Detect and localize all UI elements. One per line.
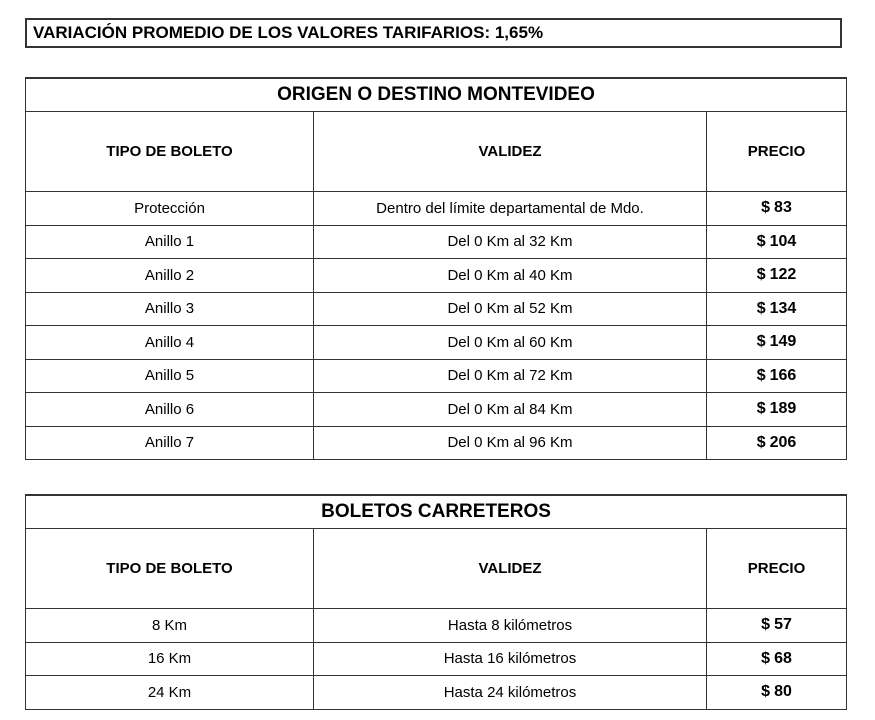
tipo-cell: Anillo 4 <box>26 326 314 360</box>
currency-symbol: $ <box>756 299 766 317</box>
carreteros-table <box>25 494 847 710</box>
currency-symbol: $ <box>756 232 766 250</box>
price-value: 83 <box>774 199 792 217</box>
table-row <box>26 426 847 460</box>
validez-cell: Dentro del límite departamental de Mdo. <box>314 192 707 226</box>
tipo-cell: Anillo 5 <box>26 359 314 393</box>
variation-banner <box>25 18 842 48</box>
price-cell <box>707 192 847 226</box>
price-value: 149 <box>769 333 797 351</box>
table-row <box>26 192 847 226</box>
table-row <box>26 393 847 427</box>
table-row <box>26 676 847 710</box>
table-row <box>26 292 847 326</box>
price-cell <box>707 292 847 326</box>
price-value: 68 <box>774 649 792 667</box>
tipo-cell: 24 Km <box>26 676 314 710</box>
price-value: 122 <box>769 266 797 284</box>
table-row <box>26 259 847 293</box>
price-cell <box>707 359 847 393</box>
price-cell <box>707 225 847 259</box>
variation-text: VARIACIÓN PROMEDIO DE LOS VALORES TARIFARIOS: 1,65% <box>33 23 544 42</box>
header-precio: PRECIO <box>707 112 847 192</box>
header-precio: PRECIO <box>707 529 847 609</box>
price-value: 166 <box>769 366 797 384</box>
price-cell <box>707 642 847 676</box>
currency-symbol: $ <box>756 333 766 351</box>
validez-cell: Del 0 Km al 84 Km <box>314 393 707 427</box>
tipo-cell: 16 Km <box>26 642 314 676</box>
currency-symbol: $ <box>756 366 766 384</box>
currency-symbol: $ <box>761 683 771 701</box>
price-cell <box>707 426 847 460</box>
validez-cell: Del 0 Km al 52 Km <box>314 292 707 326</box>
montevideo-table <box>25 77 847 460</box>
currency-symbol: $ <box>756 433 766 451</box>
price-cell <box>707 393 847 427</box>
header-tipo: TIPO DE BOLETO <box>26 112 314 192</box>
tipo-cell: Anillo 6 <box>26 393 314 427</box>
price-cell <box>707 326 847 360</box>
header-validez: VALIDEZ <box>314 112 707 192</box>
tipo-cell: Protección <box>26 192 314 226</box>
table-row <box>26 225 847 259</box>
price-value: 57 <box>774 616 792 634</box>
validez-cell: Del 0 Km al 32 Km <box>314 225 707 259</box>
tipo-cell: Anillo 2 <box>26 259 314 293</box>
currency-symbol: $ <box>756 266 766 284</box>
price-value: 189 <box>769 400 797 418</box>
montevideo-title: ORIGEN O DESTINO MONTEVIDEO <box>26 78 847 112</box>
table-row <box>26 642 847 676</box>
table-row <box>26 609 847 643</box>
currency-symbol: $ <box>761 616 771 634</box>
table-row <box>26 326 847 360</box>
price-value: 134 <box>769 299 797 317</box>
price-cell <box>707 259 847 293</box>
validez-cell: Del 0 Km al 40 Km <box>314 259 707 293</box>
validez-cell: Del 0 Km al 96 Km <box>314 426 707 460</box>
tipo-cell: Anillo 3 <box>26 292 314 326</box>
carreteros-title: BOLETOS CARRETEROS <box>26 495 847 529</box>
tipo-cell: Anillo 7 <box>26 426 314 460</box>
validez-cell: Del 0 Km al 60 Km <box>314 326 707 360</box>
price-value: 206 <box>769 433 797 451</box>
price-value: 80 <box>774 683 792 701</box>
currency-symbol: $ <box>761 649 771 667</box>
price-cell <box>707 676 847 710</box>
validez-cell: Hasta 24 kilómetros <box>314 676 707 710</box>
validez-cell: Hasta 8 kilómetros <box>314 609 707 643</box>
price-cell <box>707 609 847 643</box>
price-value: 104 <box>769 232 797 250</box>
currency-symbol: $ <box>756 400 766 418</box>
currency-symbol: $ <box>761 199 771 217</box>
table-row <box>26 359 847 393</box>
tipo-cell: 8 Km <box>26 609 314 643</box>
validez-cell: Del 0 Km al 72 Km <box>314 359 707 393</box>
tipo-cell: Anillo 1 <box>26 225 314 259</box>
header-validez: VALIDEZ <box>314 529 707 609</box>
header-tipo: TIPO DE BOLETO <box>26 529 314 609</box>
validez-cell: Hasta 16 kilómetros <box>314 642 707 676</box>
